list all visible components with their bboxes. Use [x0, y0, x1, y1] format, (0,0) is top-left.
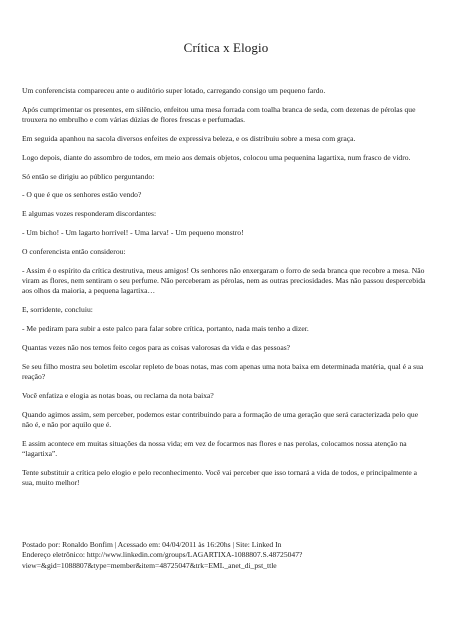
paragraph: Você enfatiza e elogia as notas boas, ou reclama da nota baixa? [22, 390, 214, 400]
footer-credits: Postado por: Ronaldo Bonfim | Acessado em: 04/04/2011 às 16:20hs | Site: Linked In [22, 540, 282, 549]
paragraph: - Me pediram para subir a este palco para falar sobre crítica, portanto, nada mais tenho a dizer. [22, 323, 309, 333]
paragraph: - Assim é o espírito da crítica destrutiva, meus amigos! Os senhores não enxergaram o forro de seda branca que recobre a mesa. Não viram as flores, nem sentiram o seu perfume. Não perceberam as pérolas, nem as outras preciosidades. Mas não passou despercebida aos olhos da maioria, a pequena lagartixa… [22, 265, 426, 296]
paragraph: Após cumprimentar os presentes, em silêncio, enfeitou uma mesa forrada com toalha branca de seda, com dezenas de pérolas que trouxera no embrulho e com várias dúzias de flores frescas e perfumadas. [22, 104, 416, 125]
paragraph: E, sorridente, concluiu: [22, 305, 93, 315]
paragraph: Só então se dirigiu ao público perguntando: [22, 171, 155, 181]
paragraph: O conferencista então considerou: [22, 246, 126, 256]
document-footer [22, 540, 430, 571]
paragraph: Um conferencista compareceu ante o auditório super lotado, carregando consigo um pequeno fardo. [22, 86, 326, 95]
paragraph: E assim acontece em muitas situações da nossa vida; em vez de focarmos nas flores e nas perolas, colocamos nossa atenção na “lagartixa”. [22, 438, 407, 459]
document-body [22, 86, 430, 489]
paragraph: Em seguida apanhou na sacola diversos enfeites de expressiva beleza, e os distribuiu sobre a mesa com graça. [22, 134, 356, 143]
paragraph: - O que é que os senhores estão vendo? [22, 190, 142, 200]
footer-address: Endereço eletrônico: http://www.linkedin.com/groups/LAGARTIXA-1088807.S.48725047? [22, 550, 303, 560]
document-title: Crítica x Elogio [183, 40, 269, 55]
paragraph: - Um bicho! - Um lagarto horrível! - Uma larva! - Um pequeno monstro! [22, 227, 244, 237]
paragraph: Quantas vezes não nos temos feito cegos para as coisas valorosas da vida e das pessoas? [22, 342, 291, 352]
paragraph: Se seu filho mostra seu boletim escolar repleto de boas notas, mas com apenas uma nota baixa em determinada matéria, qual é a sua reação? [22, 361, 424, 381]
footer-address-continued: view=&gid=1088807&type=member&item=48725047&trk=EML_anet_di_pst_ttle [22, 560, 277, 570]
paragraph: Tente substituir a crítica pelo elogio e pelo reconhecimento. Você vai perceber que isso tornará a vida de todos, e principalmente a sua, muito melhor! [22, 467, 417, 488]
paragraph: Quando agimos assim, sem perceber, podemos estar contribuindo para a formação de uma geração que será caracterizada pelo que não é, e não por aquilo que é. [22, 409, 419, 429]
paragraph: E algumas vozes responderam discordantes: [22, 209, 157, 219]
paragraph: Logo depois, diante do assombro de todos, em meio aos demais objetos, colocou uma pequenina lagartixa, num frasco de vidro. [22, 152, 411, 162]
